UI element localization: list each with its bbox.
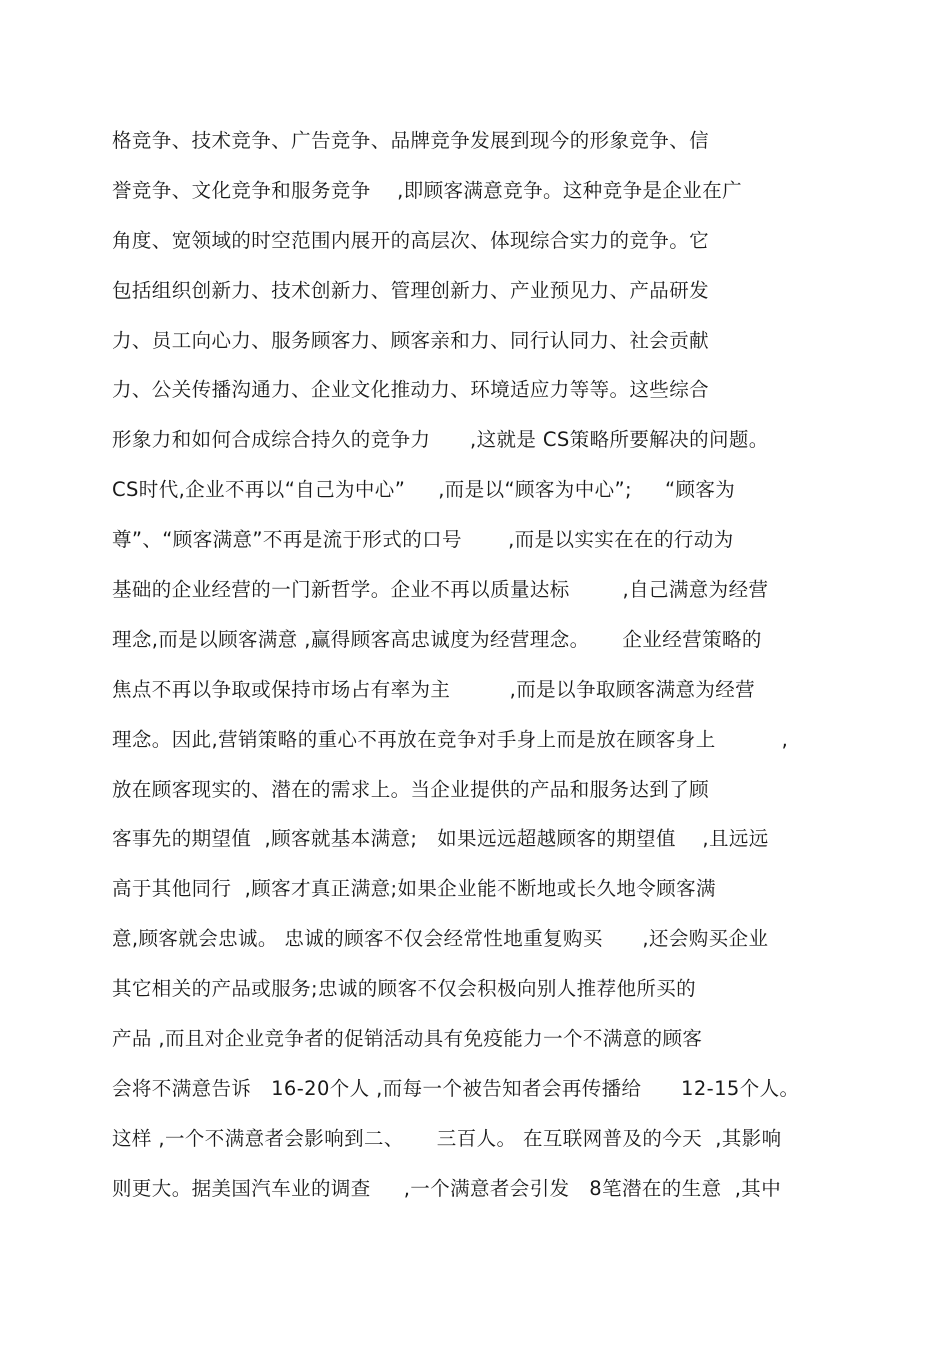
- text-line: 放在顾客现实的、潜在的需求上。当企业提供的产品和服务达到了顾: [112, 777, 710, 801]
- text-line: 这样 ,一个不满意者会影响到二、 三百人。 在互联网普及的今天 ,其影响: [112, 1126, 782, 1150]
- text-line: 包括组织创新力、技术创新力、管理创新力、产业预见力、产品研发: [112, 278, 710, 302]
- text-line: 尊”、“顾客满意”不再是流于形式的口号 ,而是以实实在在的行动为: [112, 528, 734, 552]
- text-line: 格竞争、技术竞争、广告竞争、品牌竞争发展到现今的形象竞争、信: [112, 129, 710, 152]
- text-line: 会将不满意告诉 16-20个人 ,而每一个被告知者会再传播给 12-15个人。: [112, 1076, 800, 1100]
- text-line: 誉竞争、文化竞争和服务竞争 ,即顾客满意竞争。这种竞争是企业在广: [112, 178, 742, 202]
- text-line: 形象力和如何合成综合持久的竞争力 ,这就是 CS策略所要解决的问题。: [112, 428, 769, 452]
- text-line: 意,顾客就会忠诚。 忠诚的顾客不仅会经常性地重复购买 ,还会购买企业: [112, 927, 769, 951]
- text-line: CS时代,企业不再以“自己为中心” ,而是以“顾客为中心”; “顾客为: [112, 478, 736, 502]
- text-line: 客事先的期望值 ,顾客就基本满意; 如果远远超越顾客的期望值 ,且远远: [112, 827, 769, 851]
- text-line: 理念。因此,营销策略的重心不再放在竞争对手身上而是放在顾客身上 ,: [112, 727, 789, 751]
- text-line: 产品 ,而且对企业竞争者的促销活动具有免疫能力一个不满意的顾客: [112, 1027, 703, 1051]
- body-text: [112, 124, 842, 1222]
- text-line: 基础的企业经营的一门新哲学。企业不再以质量达标 ,自己满意为经营: [112, 578, 769, 602]
- text-line: 则更大。据美国汽车业的调查 ,一个满意者会引发 8笔潜在的生意 ,其中: [112, 1176, 782, 1200]
- text-line: 力、员工向心力、服务顾客力、顾客亲和力、同行认同力、社会贡献: [112, 328, 710, 352]
- text-line: 其它相关的产品或服务;忠诚的顾客不仅会积极向别人推荐他所买的: [112, 977, 697, 1001]
- text-line: 力、公关传播沟通力、企业文化推动力、环境适应力等等。这些综合: [112, 378, 710, 402]
- text-line: 角度、宽领域的时空范围内展开的高层次、体现综合实力的竞争。它: [112, 228, 710, 252]
- text-line: 高于其他同行 ,顾客才真正满意;如果企业能不断地或长久地令顾客满: [112, 877, 716, 901]
- text-line: 理念,而是以顾客满意 ,赢得顾客高忠诚度为经营理念。 企业经营策略的: [112, 627, 762, 651]
- text-line: 焦点不再以争取或保持市场占有率为主 ,而是以争取顾客满意为经营: [112, 677, 756, 701]
